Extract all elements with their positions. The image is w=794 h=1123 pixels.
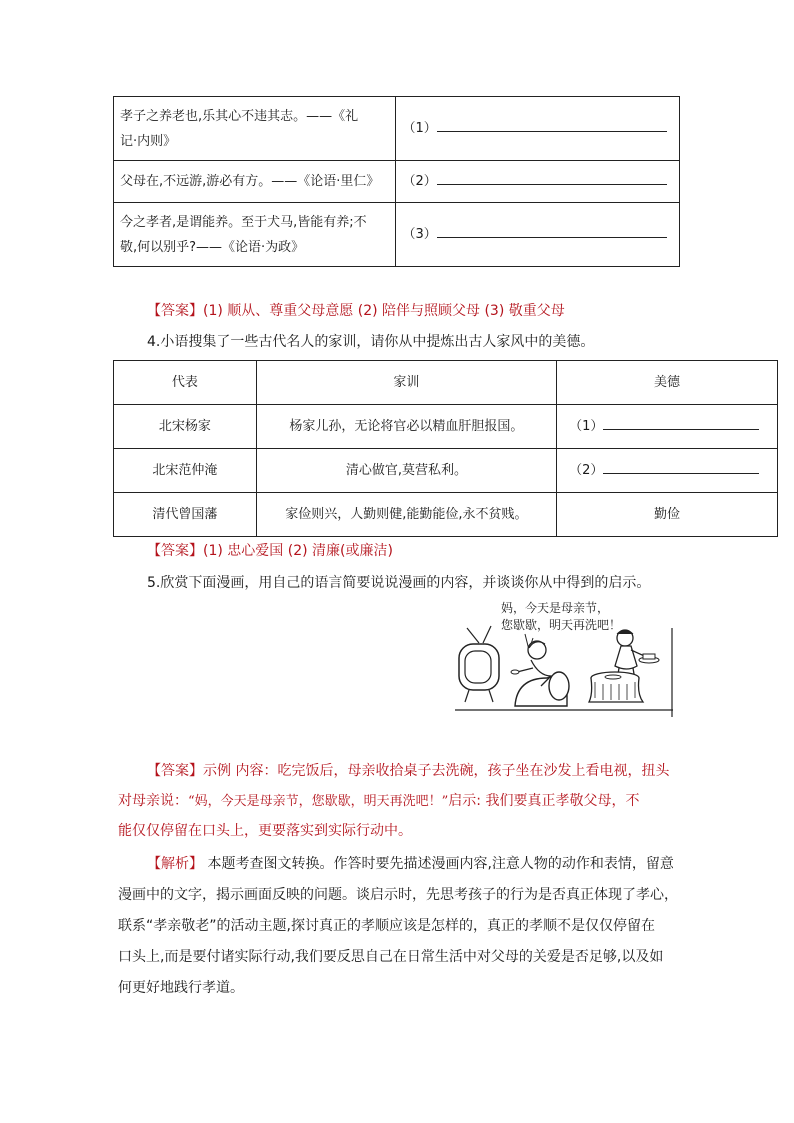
rep-cell: 北宋范仲淹 (114, 449, 257, 493)
answer-tag: 【答案】 (147, 543, 203, 559)
quote-cell: 孝子之养老也,乐其心不违其志。——《礼 记·内则》 (114, 97, 396, 161)
answer-blank-cell: （1） (396, 97, 680, 161)
motto-cell: 杨家儿孙，无论将官必以精血肝胆报国。 (256, 405, 556, 449)
cartoon-image (455, 598, 673, 718)
virtue-cell: 勤俭 (557, 493, 778, 537)
analysis-5-line2: 漫画中的文字，揭示画面反映的问题。谈启示时，先思考孩子的行为是否真正体现了孝心， (118, 887, 678, 903)
answer-blank[interactable] (437, 223, 667, 238)
answer-tag: 【答案】 (147, 763, 203, 779)
table-row (114, 449, 778, 493)
motto-cell: 家俭则兴，人勤则健,能勤能俭,永不贫贱。 (256, 493, 556, 537)
question-4: 4.小语搜集了一些古代名人的家训，请你从中提炼出古人家风中的美德。 (147, 334, 595, 350)
virtue-cell: （1） (557, 405, 778, 449)
answer-4: 【答案】(1) 忠心爱国 (2) 清廉(或廉洁) (147, 543, 393, 559)
table-row (114, 405, 778, 449)
answer-blank-cell: （3） (396, 203, 680, 267)
header-rep: 代表 (114, 361, 257, 405)
cartoon-drawing (455, 598, 673, 718)
quote-cell: 今之孝者,是谓能养。至于犬马,皆能有养;不 敬,何以别乎?——《论语·为政》 (114, 203, 396, 267)
answer-blank[interactable] (437, 117, 667, 132)
table-row (114, 161, 680, 203)
virtue-cell: （2） (557, 449, 778, 493)
answer-blank-cell: （2） (396, 161, 680, 203)
analysis-5-line4: 口头上,而是要付诸实际行动,我们要反思自己在日常生活中对父母的关爱是否足够,以及如 (118, 949, 664, 965)
analysis-5-line5: 何更好地践行孝道。 (118, 980, 244, 996)
speech-bubble: 妈，今天是母亲节， 您歇歇，明天再洗吧！ (501, 601, 622, 632)
analysis-5-line3: 联系“孝亲敬老”的活动主题,探讨真正的孝顺应该是怎样的，真正的孝顺不是仅仅停留在 (118, 918, 655, 934)
family-motto-table (113, 360, 778, 537)
answer-5-line2: 对母亲说：“妈，今天是母亲节，您歇歇，明天再洗吧！”启示: 我们要真正孝敬父母，不 (118, 793, 640, 809)
answer-5-line3: 能仅仅停留在口头上，更要落实到实际行动中。 (118, 823, 412, 839)
table-row (114, 97, 680, 161)
answer-blank[interactable] (437, 170, 667, 185)
analysis-5-line1: 【解析】 本题考查图文转换。作答时要先描述漫画内容,注意人物的动作和表情，留意 (147, 856, 674, 872)
answer-blank[interactable] (603, 459, 759, 474)
analysis-tag: 【解析】 (147, 856, 203, 872)
answer-tag: 【答案】 (147, 303, 203, 319)
table-row (114, 493, 778, 537)
rep-cell: 北宋杨家 (114, 405, 257, 449)
rep-cell: 清代曾国藩 (114, 493, 257, 537)
quotes-table (113, 96, 680, 267)
table-header-row (114, 361, 778, 405)
answer-blank[interactable] (603, 415, 759, 430)
motto-cell: 清心做官,莫营私利。 (256, 449, 556, 493)
table-row (114, 203, 680, 267)
header-virtue: 美德 (557, 361, 778, 405)
answer-5-line1: 【答案】示例 内容：吃完饭后，母亲收拾桌子去洗碗，孩子坐在沙发上看电视，扭头 (147, 763, 670, 779)
answer-3: 【答案】(1) 顺从、尊重父母意愿 (2) 陪伴与照顾父母 (3) 敬重父母 (147, 303, 565, 319)
question-5: 5.欣赏下面漫画，用自己的语言简要说说漫画的内容，并谈谈你从中得到的启示。 (147, 575, 651, 591)
header-motto: 家训 (256, 361, 556, 405)
quote-cell: 父母在,不远游,游必有方。——《论语·里仁》 (114, 161, 396, 203)
